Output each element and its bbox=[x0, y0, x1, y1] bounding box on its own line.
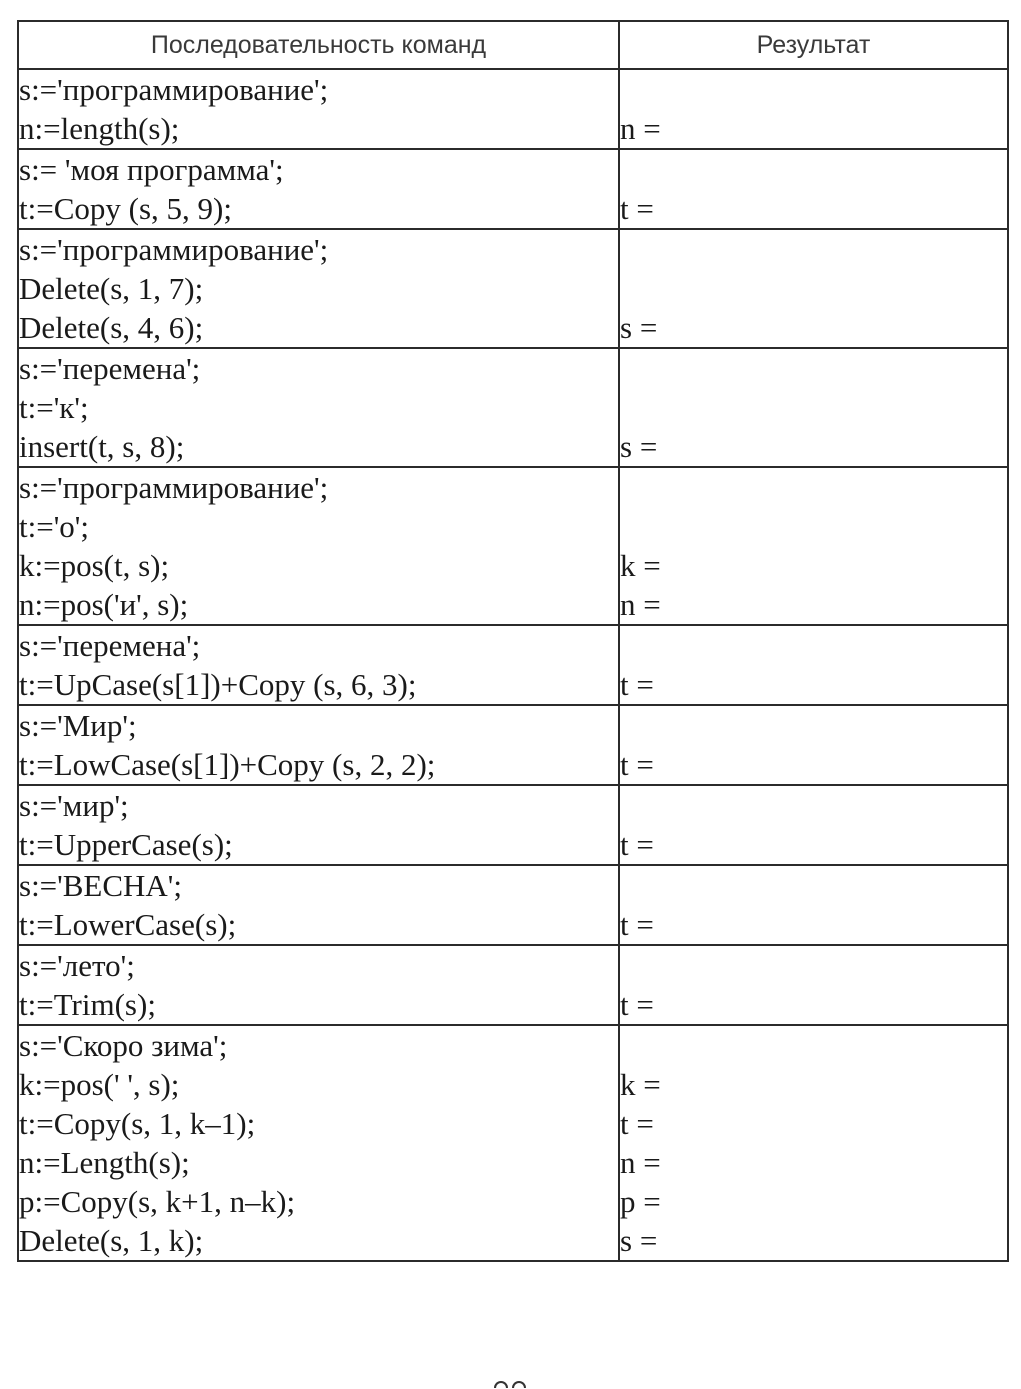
table-row bbox=[18, 467, 1008, 625]
table-row bbox=[18, 229, 1008, 348]
command-line: Delete(s, 1, 7); bbox=[19, 271, 204, 306]
command-line: s:='программирование'; bbox=[19, 470, 329, 505]
command-line: t:=Copy(s, 1, k–1); bbox=[19, 1106, 256, 1141]
command-line: Delete(s, 1, k); bbox=[19, 1223, 204, 1258]
table-row bbox=[18, 149, 1008, 229]
commands-cell bbox=[18, 1025, 619, 1261]
table-row bbox=[18, 1025, 1008, 1261]
result-cell bbox=[619, 785, 1008, 865]
command-line: t:='о'; bbox=[19, 509, 89, 544]
table-row bbox=[18, 865, 1008, 945]
result-line: t = bbox=[620, 987, 654, 1022]
command-line: s:='программирование'; bbox=[19, 72, 329, 107]
command-line: t:=Copy (s, 5, 9); bbox=[19, 191, 232, 226]
commands-cell bbox=[18, 467, 619, 625]
result-line: k = bbox=[620, 548, 661, 583]
command-line: s:='ВЕСНА'; bbox=[19, 868, 183, 903]
command-line: k:=pos(t, s); bbox=[19, 548, 170, 583]
table-row bbox=[18, 945, 1008, 1025]
command-line: n:=pos('и', s); bbox=[19, 587, 189, 622]
header-result: Результат bbox=[619, 21, 1008, 69]
command-line: n:=Length(s); bbox=[19, 1145, 190, 1180]
command-line: t:=LowerCase(s); bbox=[19, 907, 237, 942]
result-line: n = bbox=[620, 1145, 661, 1180]
commands-table bbox=[17, 20, 1009, 1262]
command-line: p:=Copy(s, k+1, n–k); bbox=[19, 1184, 296, 1219]
command-line: s:= 'моя программа'; bbox=[19, 152, 284, 187]
command-line: s:='мир'; bbox=[19, 788, 129, 823]
command-line: t:=Trim(s); bbox=[19, 987, 156, 1022]
table-row bbox=[18, 625, 1008, 705]
result-cell bbox=[619, 705, 1008, 785]
command-line: t:=LowCase(s[1])+Copy (s, 2, 2); bbox=[19, 747, 436, 782]
command-line: s:='перемена'; bbox=[19, 628, 201, 663]
command-line: Delete(s, 4, 6); bbox=[19, 310, 204, 345]
commands-cell bbox=[18, 625, 619, 705]
command-line: insert(t, s, 8); bbox=[19, 429, 185, 464]
table-row bbox=[18, 785, 1008, 865]
table-row bbox=[18, 348, 1008, 467]
result-cell bbox=[619, 149, 1008, 229]
command-line: t:=UpCase(s[1])+Copy (s, 6, 3); bbox=[19, 667, 417, 702]
result-line: t = bbox=[620, 667, 654, 702]
result-line: n = bbox=[620, 111, 661, 146]
result-cell bbox=[619, 945, 1008, 1025]
result-cell bbox=[619, 1025, 1008, 1261]
table-row bbox=[18, 69, 1008, 149]
command-line: s:='перемена'; bbox=[19, 351, 201, 386]
result-cell bbox=[619, 69, 1008, 149]
cropped-text-top bbox=[120, 0, 180, 4]
command-line: s:='Скоро зима'; bbox=[19, 1028, 228, 1063]
result-cell bbox=[619, 467, 1008, 625]
result-line: t = bbox=[620, 1106, 654, 1141]
command-line: n:=length(s); bbox=[19, 111, 180, 146]
result-line: t = bbox=[620, 827, 654, 862]
commands-cell bbox=[18, 945, 619, 1025]
header-commands: Последовательность команд bbox=[18, 21, 619, 69]
result-cell bbox=[619, 348, 1008, 467]
commands-cell bbox=[18, 69, 619, 149]
command-line: t:=UpperCase(s); bbox=[19, 827, 233, 862]
result-line: t = bbox=[620, 747, 654, 782]
command-line: k:=pos(' ', s); bbox=[19, 1067, 180, 1102]
result-line: s = bbox=[620, 310, 658, 345]
command-line: t:='к'; bbox=[19, 390, 89, 425]
commands-cell bbox=[18, 865, 619, 945]
result-cell bbox=[619, 865, 1008, 945]
result-line: s = bbox=[620, 429, 658, 464]
result-line: t = bbox=[620, 907, 654, 942]
result-line: p = bbox=[620, 1184, 661, 1219]
command-line: s:='лето'; bbox=[19, 948, 135, 983]
result-line: t = bbox=[620, 191, 654, 226]
result-cell bbox=[619, 625, 1008, 705]
commands-cell bbox=[18, 149, 619, 229]
result-line: s = bbox=[620, 1223, 658, 1258]
result-line: n = bbox=[620, 587, 661, 622]
result-cell bbox=[619, 229, 1008, 348]
commands-cell bbox=[18, 229, 619, 348]
commands-cell bbox=[18, 705, 619, 785]
command-line: s:='Мир'; bbox=[19, 708, 137, 743]
table-row bbox=[18, 705, 1008, 785]
result-line: k = bbox=[620, 1067, 661, 1102]
commands-cell bbox=[18, 348, 619, 467]
commands-cell bbox=[18, 785, 619, 865]
table-header-row bbox=[18, 21, 1008, 69]
command-line: s:='программирование'; bbox=[19, 232, 329, 267]
